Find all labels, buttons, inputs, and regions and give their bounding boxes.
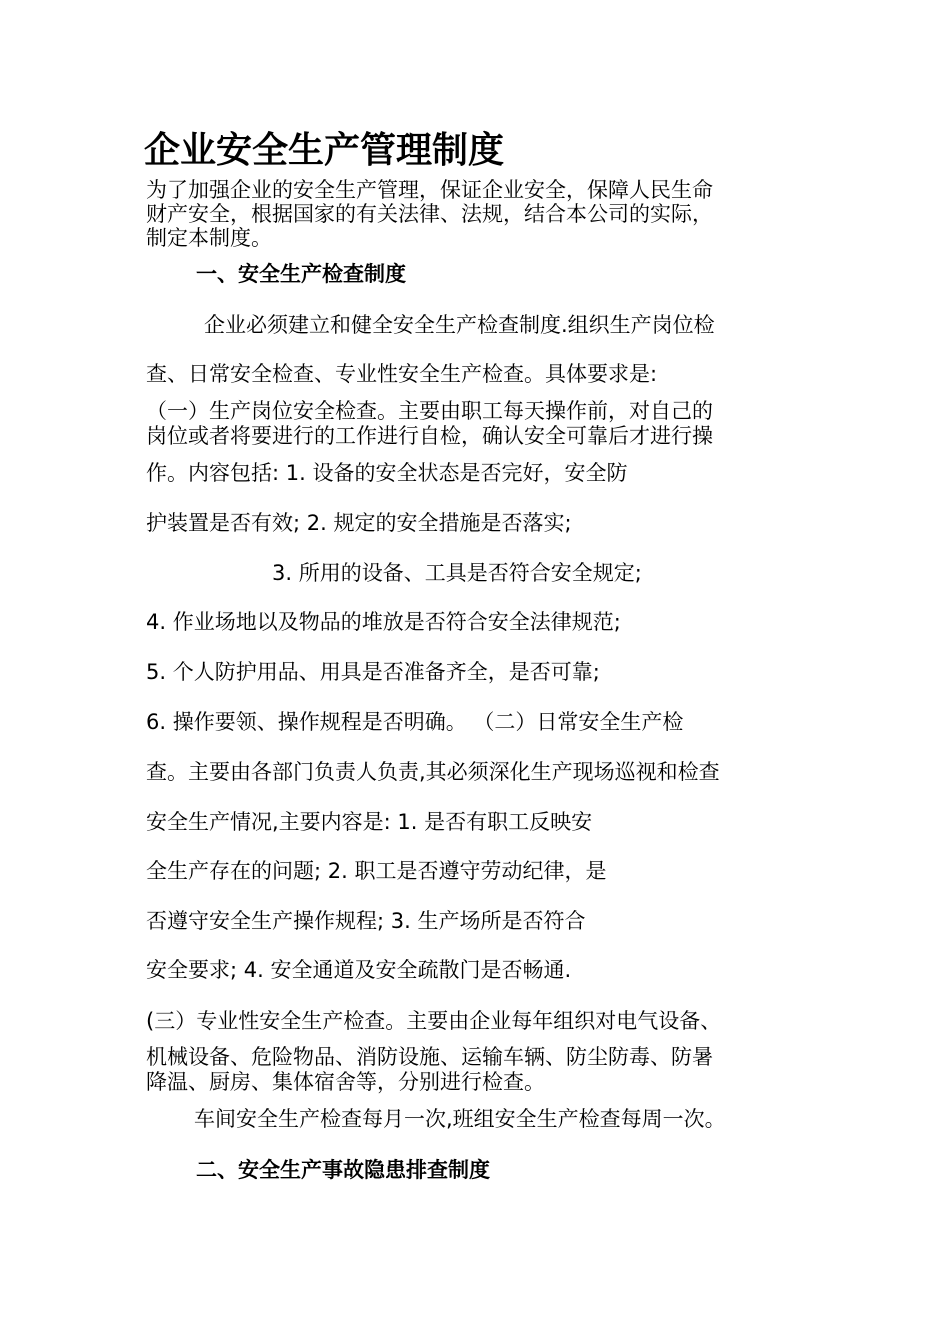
paragraph-line: 企业必须建立和健全安全生产检查制度.组织生产岗位检 xyxy=(204,313,715,337)
paragraph-line: (三）专业性安全生产检查。主要由企业每年组织对电气设备、 xyxy=(146,1009,722,1033)
intro-line-3: 制定本制度。 xyxy=(146,226,272,250)
paragraph-line: 查、日常安全检查、专业性安全生产检查。具体要求是: xyxy=(146,362,658,386)
paragraph-line: 全生产存在的问题; 2. 职工是否遵守劳动纪律，是 xyxy=(146,859,607,883)
list-item: 5. 个人防护用品、用具是否准备齐全，是否可靠; xyxy=(146,660,600,684)
paragraph-line: 车间安全生产检查每月一次,班组安全生产检查每周一次。 xyxy=(194,1107,726,1131)
paragraph-line: 护装置是否有效; 2. 规定的安全措施是否落实; xyxy=(146,511,572,535)
paragraph-line: 机械设备、危险物品、消防设施、运输车辆、防尘防毒、防暑 xyxy=(146,1045,713,1069)
document-title: 企业安全生产管理制度 xyxy=(144,129,505,171)
paragraph-line: 作。内容包括: 1. 设备的安全状态是否完好，安全防 xyxy=(146,461,628,485)
paragraph-line: （一）生产岗位安全检查。主要由职工每天操作前，对自己的 xyxy=(146,399,713,423)
list-item: 3. 所用的设备、工具是否符合安全规定; xyxy=(272,561,642,585)
list-item: 6. 操作要领、操作规程是否明确。 （二）日常安全生产检 xyxy=(146,710,684,734)
list-item: 4. 作业场地以及物品的堆放是否符合安全法律规范; xyxy=(146,610,621,634)
paragraph-line: 安全要求; 4. 安全通道及安全疏散门是否畅通. xyxy=(146,958,572,982)
intro-line-2: 财产安全，根据国家的有关法律、法规，结合本公司的实际， xyxy=(146,202,713,226)
paragraph-line: 否遵守安全生产操作规程; 3. 生产场所是否符合 xyxy=(146,909,586,933)
paragraph-line: 岗位或者将要进行的工作进行自检，确认安全可靠后才进行操 xyxy=(146,424,713,448)
section-2-heading: 二、安全生产事故隐患排查制度 xyxy=(196,1158,490,1182)
section-1-heading: 一、安全生产检查制度 xyxy=(196,262,406,286)
paragraph-line: 查。主要由各部门负责人负责,其必须深化生产现场巡视和检查 xyxy=(146,760,720,784)
paragraph-line: 安全生产情况,主要内容是: 1. 是否有职工反映安 xyxy=(146,810,593,834)
paragraph-line: 降温、厨房、集体宿舍等，分别进行检查。 xyxy=(146,1070,545,1094)
intro-line-1: 为了加强企业的安全生产管理，保证企业安全，保障人民生命 xyxy=(146,178,713,202)
